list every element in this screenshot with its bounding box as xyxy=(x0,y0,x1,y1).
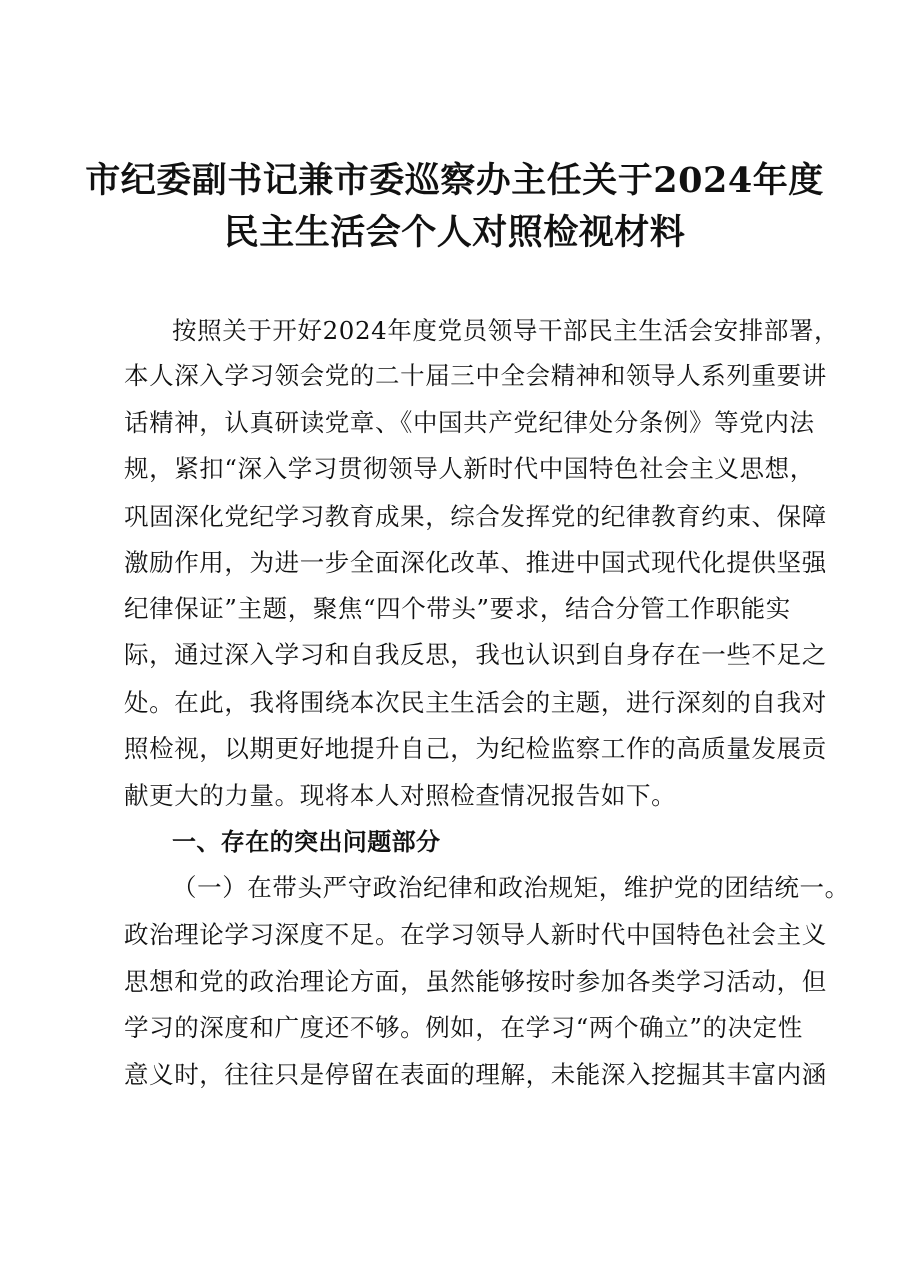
body-line: 本人深入学习领会党的二十届三中全会精神和领导人系列重要讲 xyxy=(124,361,827,390)
body-line: 政治理论学习深度不足。在学习领导人新时代中国特色社会主义 xyxy=(124,920,827,949)
body-line: 意义时，往往只是停留在表面的理解，未能深入挖掘其丰富内涵 xyxy=(124,1060,827,1089)
body-line: 纪律保证”主题，聚焦“四个带头”要求，结合分管工作职能实 xyxy=(124,594,791,623)
document-title-line-2: 民主生活会个人对照检视材料 xyxy=(223,212,686,253)
body-line: 献更大的力量。现将本人对照检查情况报告如下。 xyxy=(124,781,677,810)
body-line: 处。在此，我将围绕本次民主生活会的主题，进行深刻的自我对 xyxy=(124,688,827,717)
body-line: 照检视，以期更好地提升自己，为纪检监察工作的高质量发展贡 xyxy=(124,734,827,763)
body-line: 巩固深化党纪学习教育成果，综合发挥党的纪律教育约束、保障 xyxy=(124,502,827,531)
document-title-line-1: 市纪委副书记兼市委巡察办主任关于2024年度 xyxy=(85,160,824,201)
body-line: 激励作用，为进一步全面深化改革、推进中国式现代化提供坚强 xyxy=(124,548,827,577)
body-line: 际，通过深入学习和自我反思，我也认识到自身存在一些不足之 xyxy=(124,640,827,669)
subsection-heading: （一）在带头严守政治纪律和政治规矩，维护党的团结统一。 xyxy=(172,873,850,902)
body-line: 规，紧扣“深入学习贯彻领导人新时代中国特色社会主义思想， xyxy=(124,454,815,483)
body-line: 按照关于开好2024年度党员领导干部民主生活会安排部署， xyxy=(172,316,840,345)
body-line: 话精神，认真研读党章、《中国共产党纪律处分条例》等党内法 xyxy=(124,408,815,437)
body-line: 学习的深度和广度还不够。例如，在学习“两个确立”的决定性 xyxy=(124,1013,803,1042)
body-line: 思想和党的政治理论方面，虽然能够按时参加各类学习活动，但 xyxy=(124,967,827,996)
section-heading: 一、存在的突出问题部分 xyxy=(172,828,441,856)
